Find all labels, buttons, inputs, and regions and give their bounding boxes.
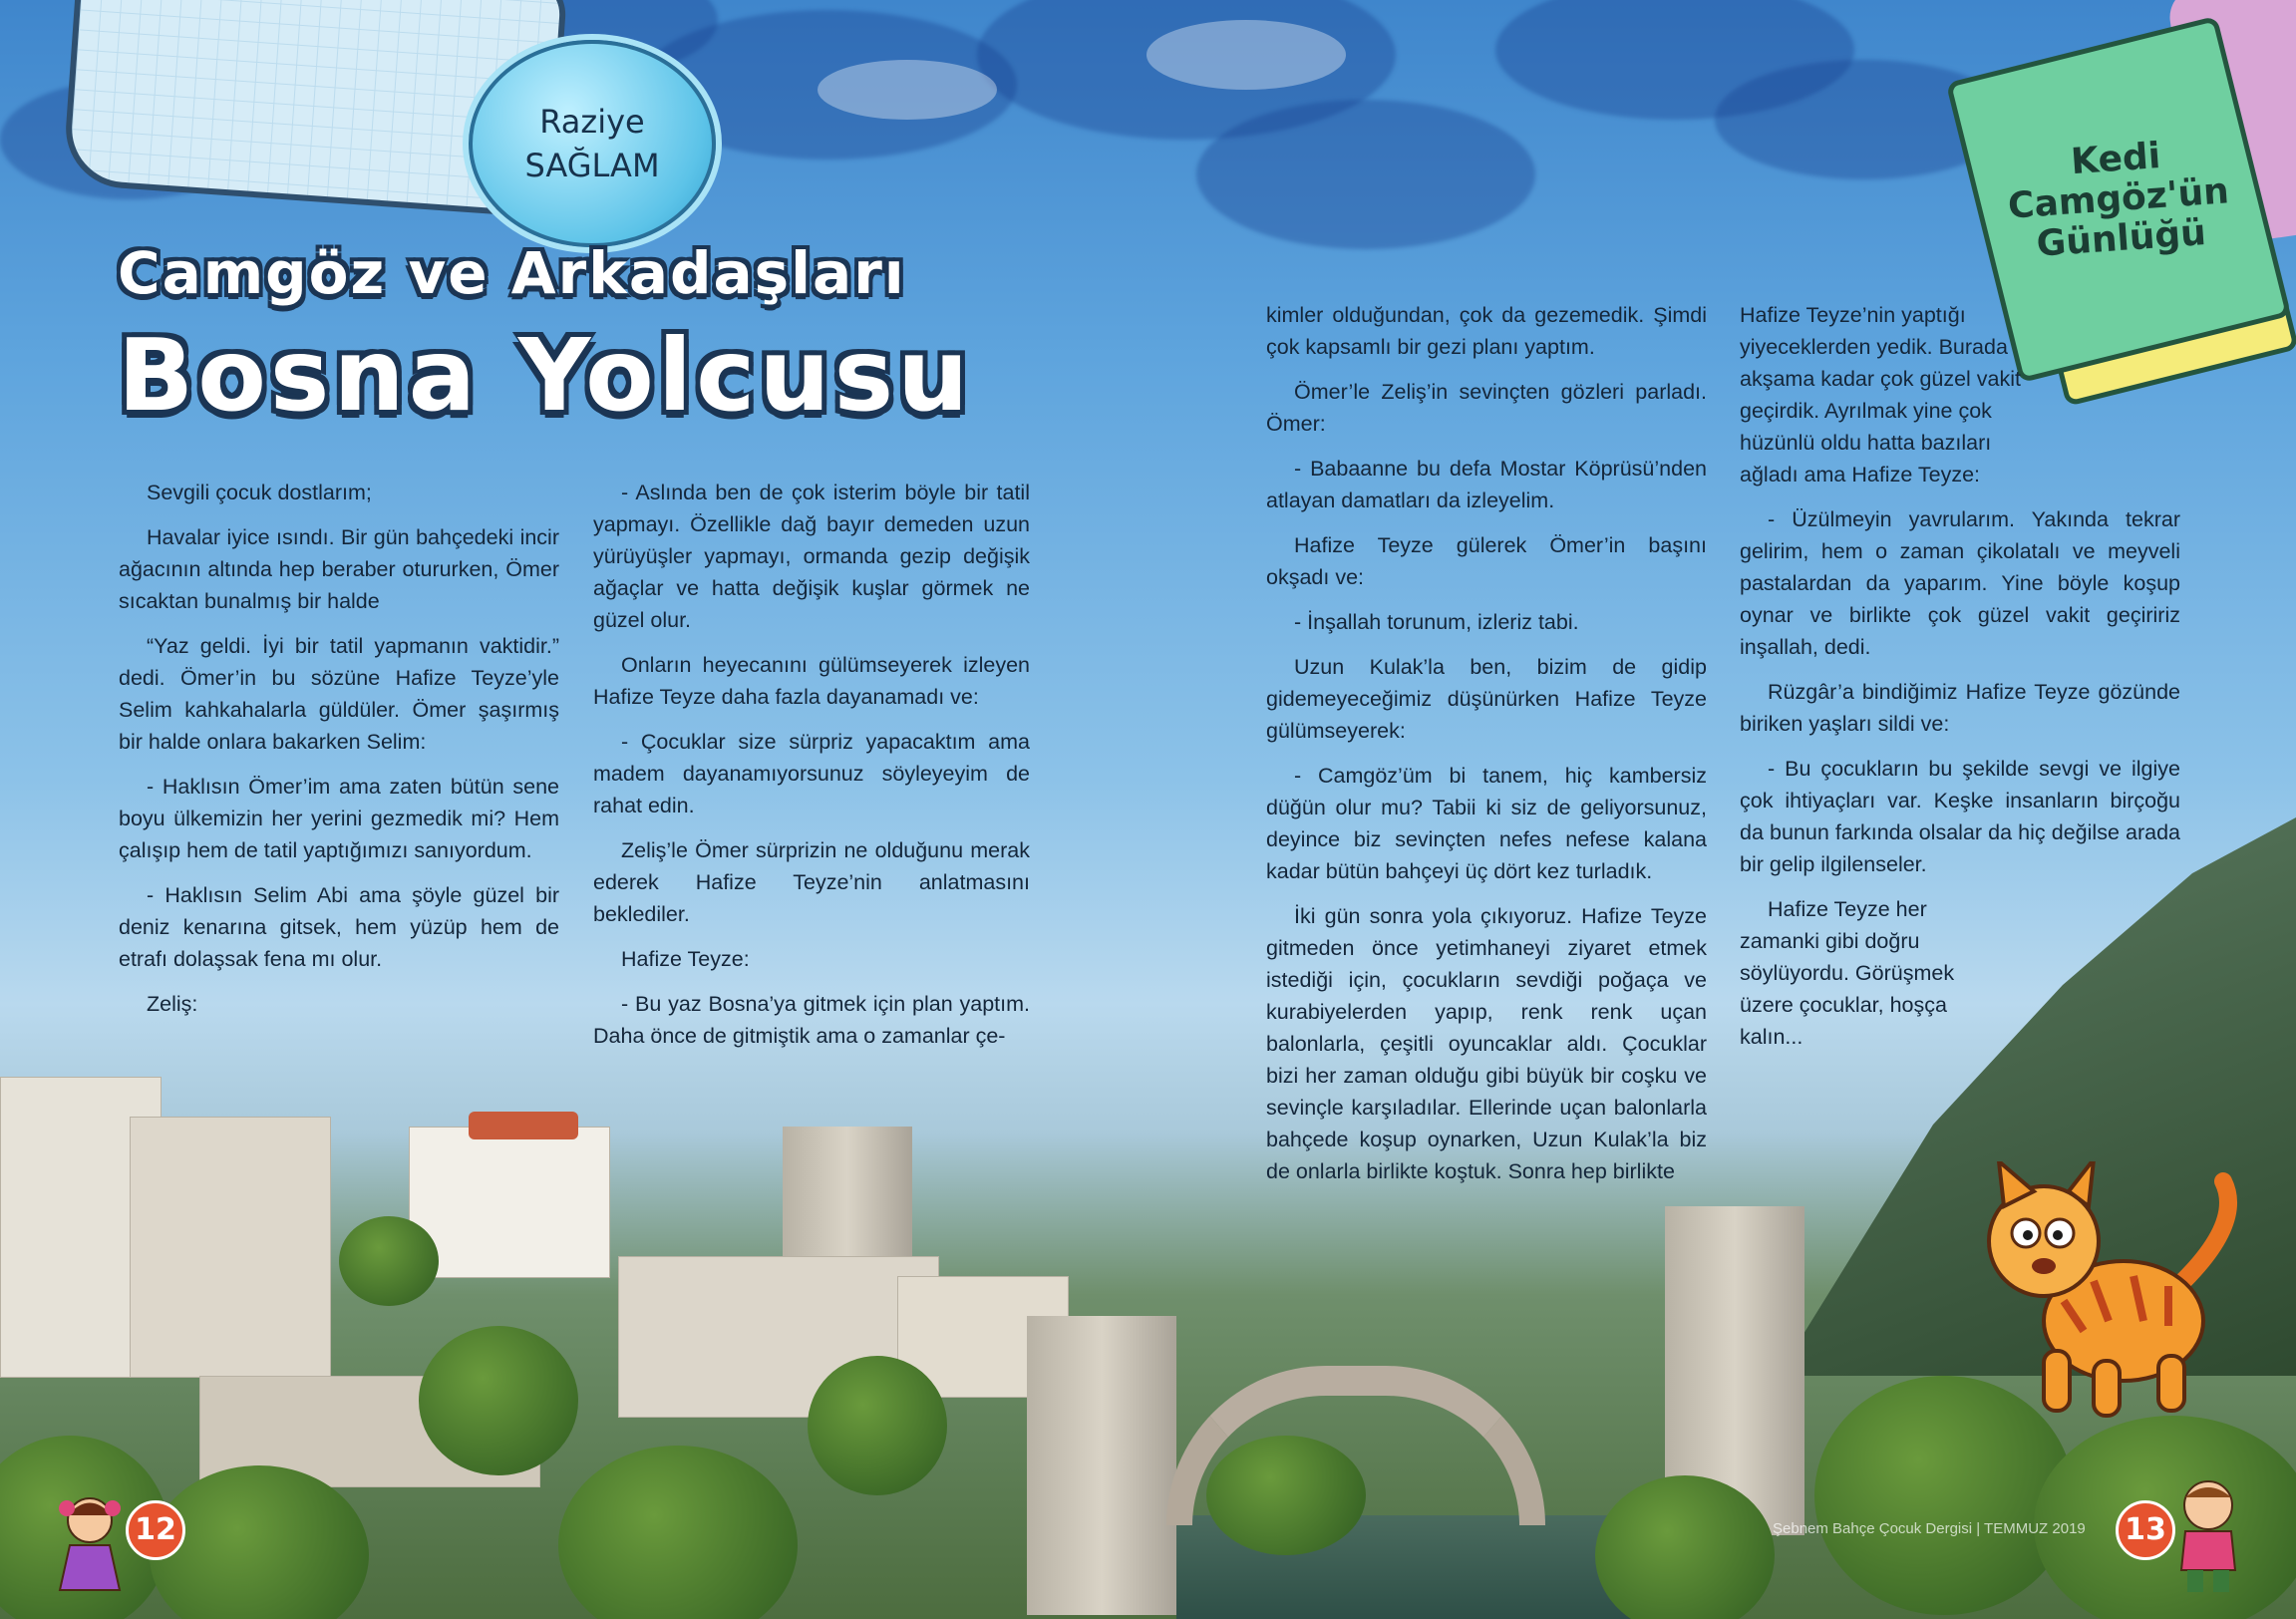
author-badge <box>469 40 716 247</box>
tree <box>808 1356 947 1495</box>
diary-book-title <box>1990 131 2247 267</box>
paragraph: - Aslında ben de çok isterim böyle bir tatil yapmayı. Özellikle dağ bayır demeden uzun yürüyüşler yapmayı, ormanda gezip değişik ağaçlar ve hatta değişik kuşlar görmek ne güzel olur. <box>593 481 1030 632</box>
paragraph: - Bu çocukların bu şekilde sevgi ve ilgiye çok ihtiyaçları var. Keşke insanların birçoğu da bunun farkında olsalar da hiç değilse arada bir gelip ilgilenseler. <box>1740 757 2180 876</box>
book-title-line: Camgöz'ün <box>2006 170 2231 227</box>
paragraph: Zeliş: <box>147 992 198 1016</box>
page-number-right: 13 <box>2116 1500 2175 1560</box>
paragraph: kimler olduğundan, çok da gezemedik. Şimdi çok kapsamlı bir gezi planı yaptım. <box>1266 303 1707 359</box>
series-title: Camgöz ve Arkadaşları <box>118 239 906 307</box>
paragraph: Rüzgâr’a bindiğimiz Hafize Teyze gözünde biriken yaşları sildi ve: <box>1740 680 2180 736</box>
paragraph: Hafize Teyze her zamanki gibi doğru söylüyordu. Görüşmek üzere çocuklar, hoşça kalın... <box>1740 897 1955 1049</box>
tree <box>558 1446 798 1619</box>
text-column-4 <box>1740 299 2180 1066</box>
paragraph: Ömer’le Zeliş’in sevinçten gözleri parladı. Ömer: <box>1266 380 1707 436</box>
cat-illustration <box>1984 1161 2253 1421</box>
text-column-2 <box>593 477 1030 1065</box>
paragraph: Onların heyecanını gülümseyerek izleyen Hafize Teyze daha fazla dayanamadı ve: <box>593 653 1030 709</box>
author-first-name: Raziye <box>539 103 645 141</box>
paragraph: Uzun Kulak’la ben, bizim de gidip gidemeyeceğimiz düşünürken Hafize Teyze gülümseyerek: <box>1266 655 1707 743</box>
text-column-1 <box>119 477 559 1033</box>
paragraph: Zeliş’le Ömer sürprizin ne olduğunu merak ederek Hafize Teyze’nin anlatmasını beklediler. <box>593 838 1030 926</box>
paragraph: Hafize Teyze’nin yaptığı yiyeceklerden yedik. Burada akşama kadar çok güzel vakit geçirdik. Ayrılmak yine çok hüzünlü oldu hatta bazıları ağladı ama Hafize Teyze: <box>1740 303 2022 486</box>
paragraph: Havalar iyice ısındı. Bir gün bahçedeki incir ağacının altında hep beraber otururken, Ömer sıcaktan bunalmış bir halde <box>119 525 559 613</box>
book-title-line: Kedi <box>2069 136 2162 183</box>
magazine-footer-text: Şebnem Bahçe Çocuk Dergisi | TEMMUZ 2019 <box>1773 1520 2086 1537</box>
paragraph: - Üzülmeyin yavrularım. Yakında tekrar gelirim, hem o zaman çikolatalı ve meyveli pastalardan da yaparım. Yine böyle koşup oynar ve birlikte çok güzel vakit geçiririz inşallah, dedi. <box>1740 507 2180 659</box>
book-title-line: Günlüğü <box>2035 212 2208 265</box>
cloud <box>1196 100 1535 249</box>
paragraph: Hafize Teyze gülerek Ömer’in başını okşadı ve: <box>1266 533 1707 589</box>
paragraph: “Yaz geldi. İyi bir tatil yapmanın vaktidir.” dedi. Ömer’in bu sözüne Hafize Teyze’yle Selim kahkahalarla güldüler. Ömer şaşırmış bir halde onlara bakarken Selim: <box>119 634 559 754</box>
paragraph: - Çocuklar size sürpriz yapacaktım ama madem dayanamıyorsunuz söyleyeyim de rahat edin. <box>593 730 1030 817</box>
tower <box>1027 1316 1176 1615</box>
paragraph: - İnşallah torunum, izleriz tabi. <box>1294 610 1579 634</box>
cloud <box>818 60 997 120</box>
paragraph: - Camgöz’üm bi tanem, hiç kambersiz düğün olur mu? Tabii ki siz de geliyorsunuz, deyince biz sevinçten nefes nefese kalana kadar bütün bahçeyi üç dört kez turladık. <box>1266 764 1707 883</box>
cloud <box>1147 20 1346 90</box>
building <box>130 1117 331 1378</box>
paragraph: İki gün sonra yola çıkıyoruz. Hafize Teyze gitmeden önce yetimhaneyi ziyaret etmek istediği için, çocukların sevdiği poğaça ve kurabiyelerden yapıp, renk renk uçan balonlarla, çeşitli oyuncaklar aldı. Çocuklar bizi her zaman olduğu gibi büyük bir coşku ve sevinçle karşıladılar. Ellerinde uçan balonlarla bahçede koşup oynarken, Uzun Kulak’la biz de onlarla birlikte koştuk. Sonra hep birlikte <box>1266 904 1707 1183</box>
paragraph: - Babaanne bu defa Mostar Köprüsü’nden atlayan damatları da izleyelim. <box>1266 457 1707 512</box>
paragraph: - Haklısın Selim Abi ama şöyle güzel bir deniz kenarına gitsek, hem yüzüp hem de etrafı dolaşsak fena mı olur. <box>119 883 559 971</box>
tree <box>419 1326 578 1475</box>
tree <box>1206 1436 1366 1555</box>
boy-mascot-icon <box>2173 1475 2243 1595</box>
text-column-3 <box>1266 299 1707 1200</box>
paragraph: Sevgili çocuk dostlarım; <box>147 481 372 504</box>
paragraph: Hafize Teyze: <box>621 947 750 971</box>
paragraph: - Haklısın Ömer’im ama zaten bütün sene boyu ülkemizin her yerini gezmedik mi? Hem çalışıp hem de tatil yaptığımızı sanıyordum. <box>119 775 559 862</box>
author-last-name: SAĞLAM <box>524 147 660 184</box>
roof <box>469 1112 578 1139</box>
building <box>409 1127 610 1278</box>
paragraph: - Bu yaz Bosna’ya gitmek için plan yaptım. Daha önce de gitmiştik ama o zamanlar çe- <box>593 992 1030 1048</box>
girl-mascot-icon <box>55 1490 125 1600</box>
story-title: Bosna Yolcusu <box>118 317 973 434</box>
page-number-left: 12 <box>126 1500 185 1560</box>
tree <box>339 1216 439 1306</box>
